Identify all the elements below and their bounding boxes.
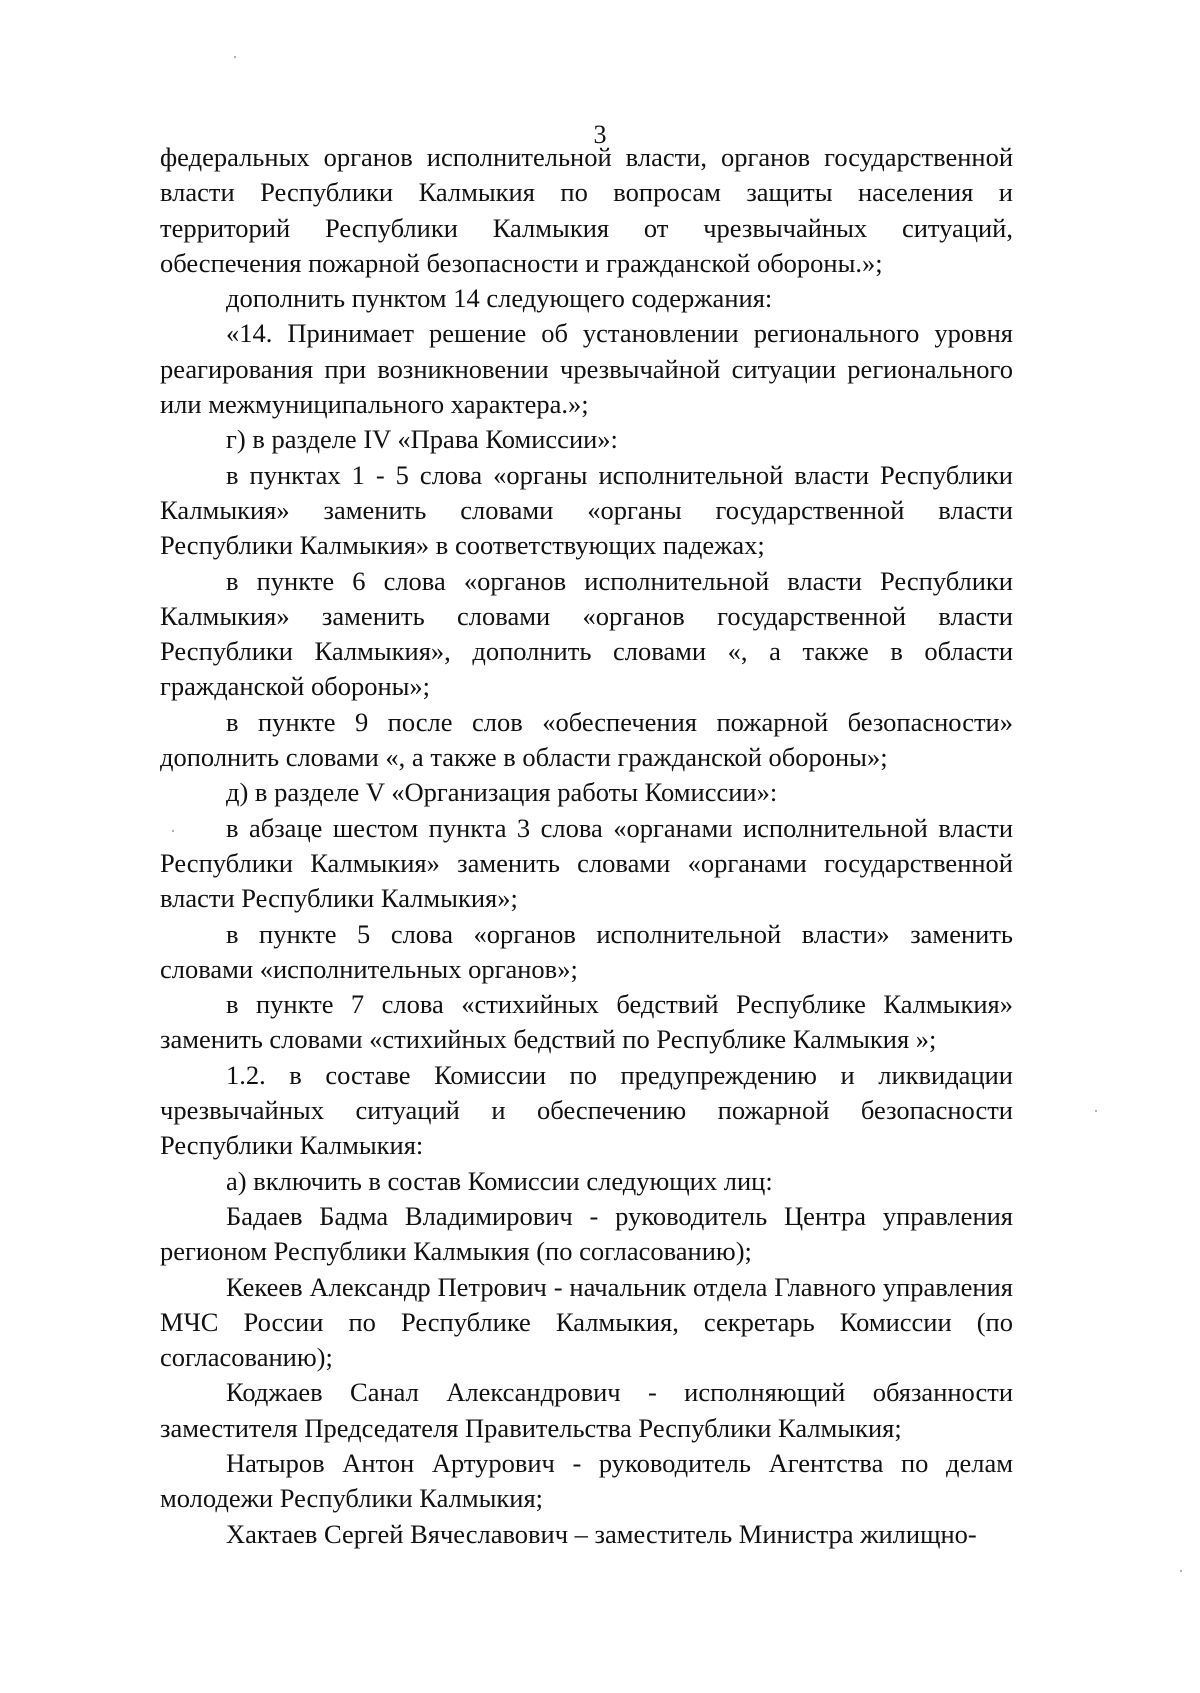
paragraph-continuation: федеральных органов исполнительной власти, органов государственной власти Республики Калмыкия по вопросам защиты населения и территорий Республики Калмыкия от чрезвычайных ситуаций, обеспечения пожарной безопасности и гражданской обороны.»; (160, 142, 1013, 278)
paragraph-member-badaev: Бадаев Бадма Владимирович - руководитель Центра управления регионом Республики Калмыкия (по согласованию); (160, 1200, 1013, 1267)
paragraph-section-v-heading: д) в разделе V «Организация работы Комиссии»: (226, 777, 778, 808)
scan-speck (172, 830, 174, 832)
paragraph-member-kekeev: Кекеев Александр Петрович - начальник отдела Главного управления МЧС России по Республике Калмыкия, секретарь Комиссии (по согласованию); (160, 1271, 1013, 1373)
paragraph-member-khaktaev: Хактаев Сергей Вячеславович – заместитель Министра жилищно- (226, 1518, 977, 1549)
paragraph-points-1-5: в пунктах 1 - 5 слова «органы исполнительной власти Республики Калмыкия» заменить словами «органы государственной власти Республики Калмыкия» в соответствующих падежах; (160, 459, 1013, 561)
scan-speck (1180, 1570, 1182, 1572)
scan-speck (1095, 1110, 1097, 1112)
paragraph-point-7: в пункте 7 слова «стихийных бедствий Республике Калмыкия» заменить словами «стихийных бедствий по Республике Калмыкия »; (160, 989, 1013, 1055)
paragraph-section-iv-heading: г) в разделе IV «Права Комиссии»: (226, 424, 618, 455)
paragraph-point-14-text: «14. Принимает решение об установлении регионального уровня реагирования при возникновении чрезвычайной ситуации регионального или межмуниципального характера.»; (160, 318, 1013, 420)
paragraph-point-9: в пункте 9 после слов «обеспечения пожарной безопасности» дополнить словами «, а также в области гражданской обороны»; (160, 706, 1013, 773)
paragraph-item-1-2: 1.2. в составе Комиссии по предупреждению и ликвидации чрезвычайных ситуаций и обеспечению пожарной безопасности Республики Калмыкия: (160, 1059, 1013, 1161)
page-number: 3 (593, 120, 607, 149)
paragraph-point-6: в пункте 6 слова «органов исполнительной власти Республики Калмыкия» заменить словами «органов государственной власти Республики Калмыкия», дополнить словами «, а также в области гражданской обороны»; (160, 565, 1013, 702)
paragraph-add-point-14: дополнить пунктом 14 следующего содержания: (226, 283, 773, 314)
paragraph-member-kodzhaev: Коджаев Санал Александрович - исполняющий обязанности заместителя Председателя Правительства Республики Калмыкия; (160, 1377, 1013, 1443)
document-body (160, 140, 1013, 1552)
paragraph-point-3-abzac-6: в абзаце шестом пункта 3 слова «органами исполнительной власти Республики Калмыкия» заменить словами «органами государственной власти Республики Калмыкия»; (160, 812, 1013, 914)
scan-speck (234, 56, 236, 58)
paragraph-member-natyrov: Натыров Антон Артурович - руководитель Агентства по делам молодежи Республики Калмыкия; (160, 1447, 1013, 1514)
paragraph-point-5: в пункте 5 слова «органов исполнительной власти» заменить словами «исполнительных органов»; (160, 918, 1013, 984)
paragraph-include-members: а) включить в состав Комиссии следующих лиц: (226, 1165, 773, 1196)
